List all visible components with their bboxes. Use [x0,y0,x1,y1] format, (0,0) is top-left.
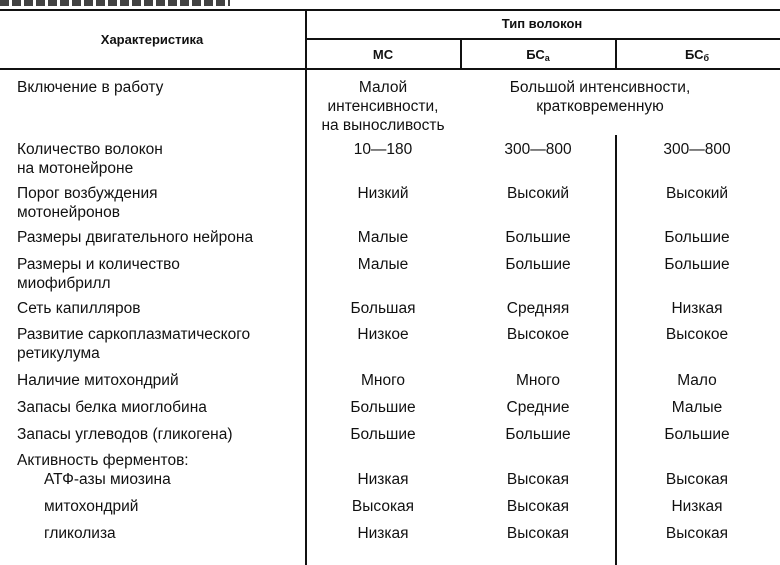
cell-ms: интенсивности, [327,98,439,115]
cell-bsa: Высокое [506,326,570,343]
label-column-divider [305,9,307,565]
header-bsa: $БС_a$ [526,47,550,63]
row-label: на мотонейроне [17,160,134,177]
cell-ms: на выносливость [321,117,445,134]
row-label: Количество волокон [17,141,163,158]
header-bottom-rule [0,68,780,70]
header-characteristic: Характеристика [100,32,204,47]
cell-bsb: Мало [677,372,717,389]
row-label: Размеры двигательного нейрона [17,229,254,246]
cell-bsb: Высокая [665,525,729,542]
cell-ms: Низкая [357,471,409,488]
cell-bs-merged: кратковременную [536,98,664,115]
cropped-caption [0,0,230,6]
row-label: Включение в работу [17,79,164,96]
cell-bs-merged: Большой интенсивности, [509,79,691,96]
header-bsb: $БС_б$ [684,47,710,63]
row-label: Запасы белка миоглобина [17,399,207,416]
cell-bsa: Большие [505,229,571,246]
cell-bsb: Большие [664,229,730,246]
cell-ms: Низкое [357,326,409,343]
row-label: Наличие митохондрий [17,372,179,389]
subheader-rule [305,38,780,40]
cell-bsa: Большие [505,426,571,443]
cell-bsb: Низкая [671,300,723,317]
ms-column-divider [460,38,462,70]
cell-bsb: Большие [664,426,730,443]
cell-bsa: Средняя [506,300,570,317]
cell-bsa: 300—800 [504,141,572,158]
row-label: Активность ферментов: [17,452,189,469]
cell-ms: Малые [357,256,409,273]
cell-ms: Большая [350,300,416,317]
cell-bsa: Большие [505,256,571,273]
bsa-column-divider-lower [615,135,617,565]
cell-bsb: 300—800 [663,141,731,158]
cell-bsa: Средние [506,399,570,416]
row-label: Сеть капилляров [17,300,141,317]
cell-ms: Высокая [351,498,415,515]
cell-ms: Много [360,372,406,389]
cell-bsb: Высокая [665,471,729,488]
cell-ms: Малой [358,79,408,96]
cell-bsa: Высокий [506,185,570,202]
row-label: мотонейронов [17,204,120,221]
bsa-column-divider [615,38,617,70]
cell-ms: 10—180 [353,141,413,158]
header-ms: МС [372,47,394,62]
cell-bsb: Малые [671,399,723,416]
cell-bsa: Много [515,372,561,389]
row-label-indented: митохондрий [44,498,139,515]
cell-bsa: Высокая [506,525,570,542]
cell-bsa: Высокая [506,498,570,515]
row-label-indented: АТФ-азы миозина [44,471,171,488]
cell-ms: Большие [350,426,416,443]
cell-ms: Малые [357,229,409,246]
table-top-rule [0,9,780,11]
cell-ms: Низкая [357,525,409,542]
cell-ms: Большие [350,399,416,416]
row-label: Развитие саркоплазматического [17,326,251,343]
cell-ms: Низкий [357,185,409,202]
row-label: Размеры и количество [17,256,180,273]
cell-bsb: Большие [664,256,730,273]
row-label: Запасы углеводов (гликогена) [17,426,233,443]
cell-bsa: Высокая [506,471,570,488]
header-fiber-type: Тип волокон [501,16,583,31]
row-label: Порог возбуждения [17,185,158,202]
row-label-indented: гликолиза [44,525,116,542]
cell-bsb: Высокий [665,185,729,202]
cell-bsb: Высокое [665,326,729,343]
row-label: ретикулума [17,345,100,362]
cell-bsb: Низкая [671,498,723,515]
row-label: миофибрилл [17,275,111,292]
